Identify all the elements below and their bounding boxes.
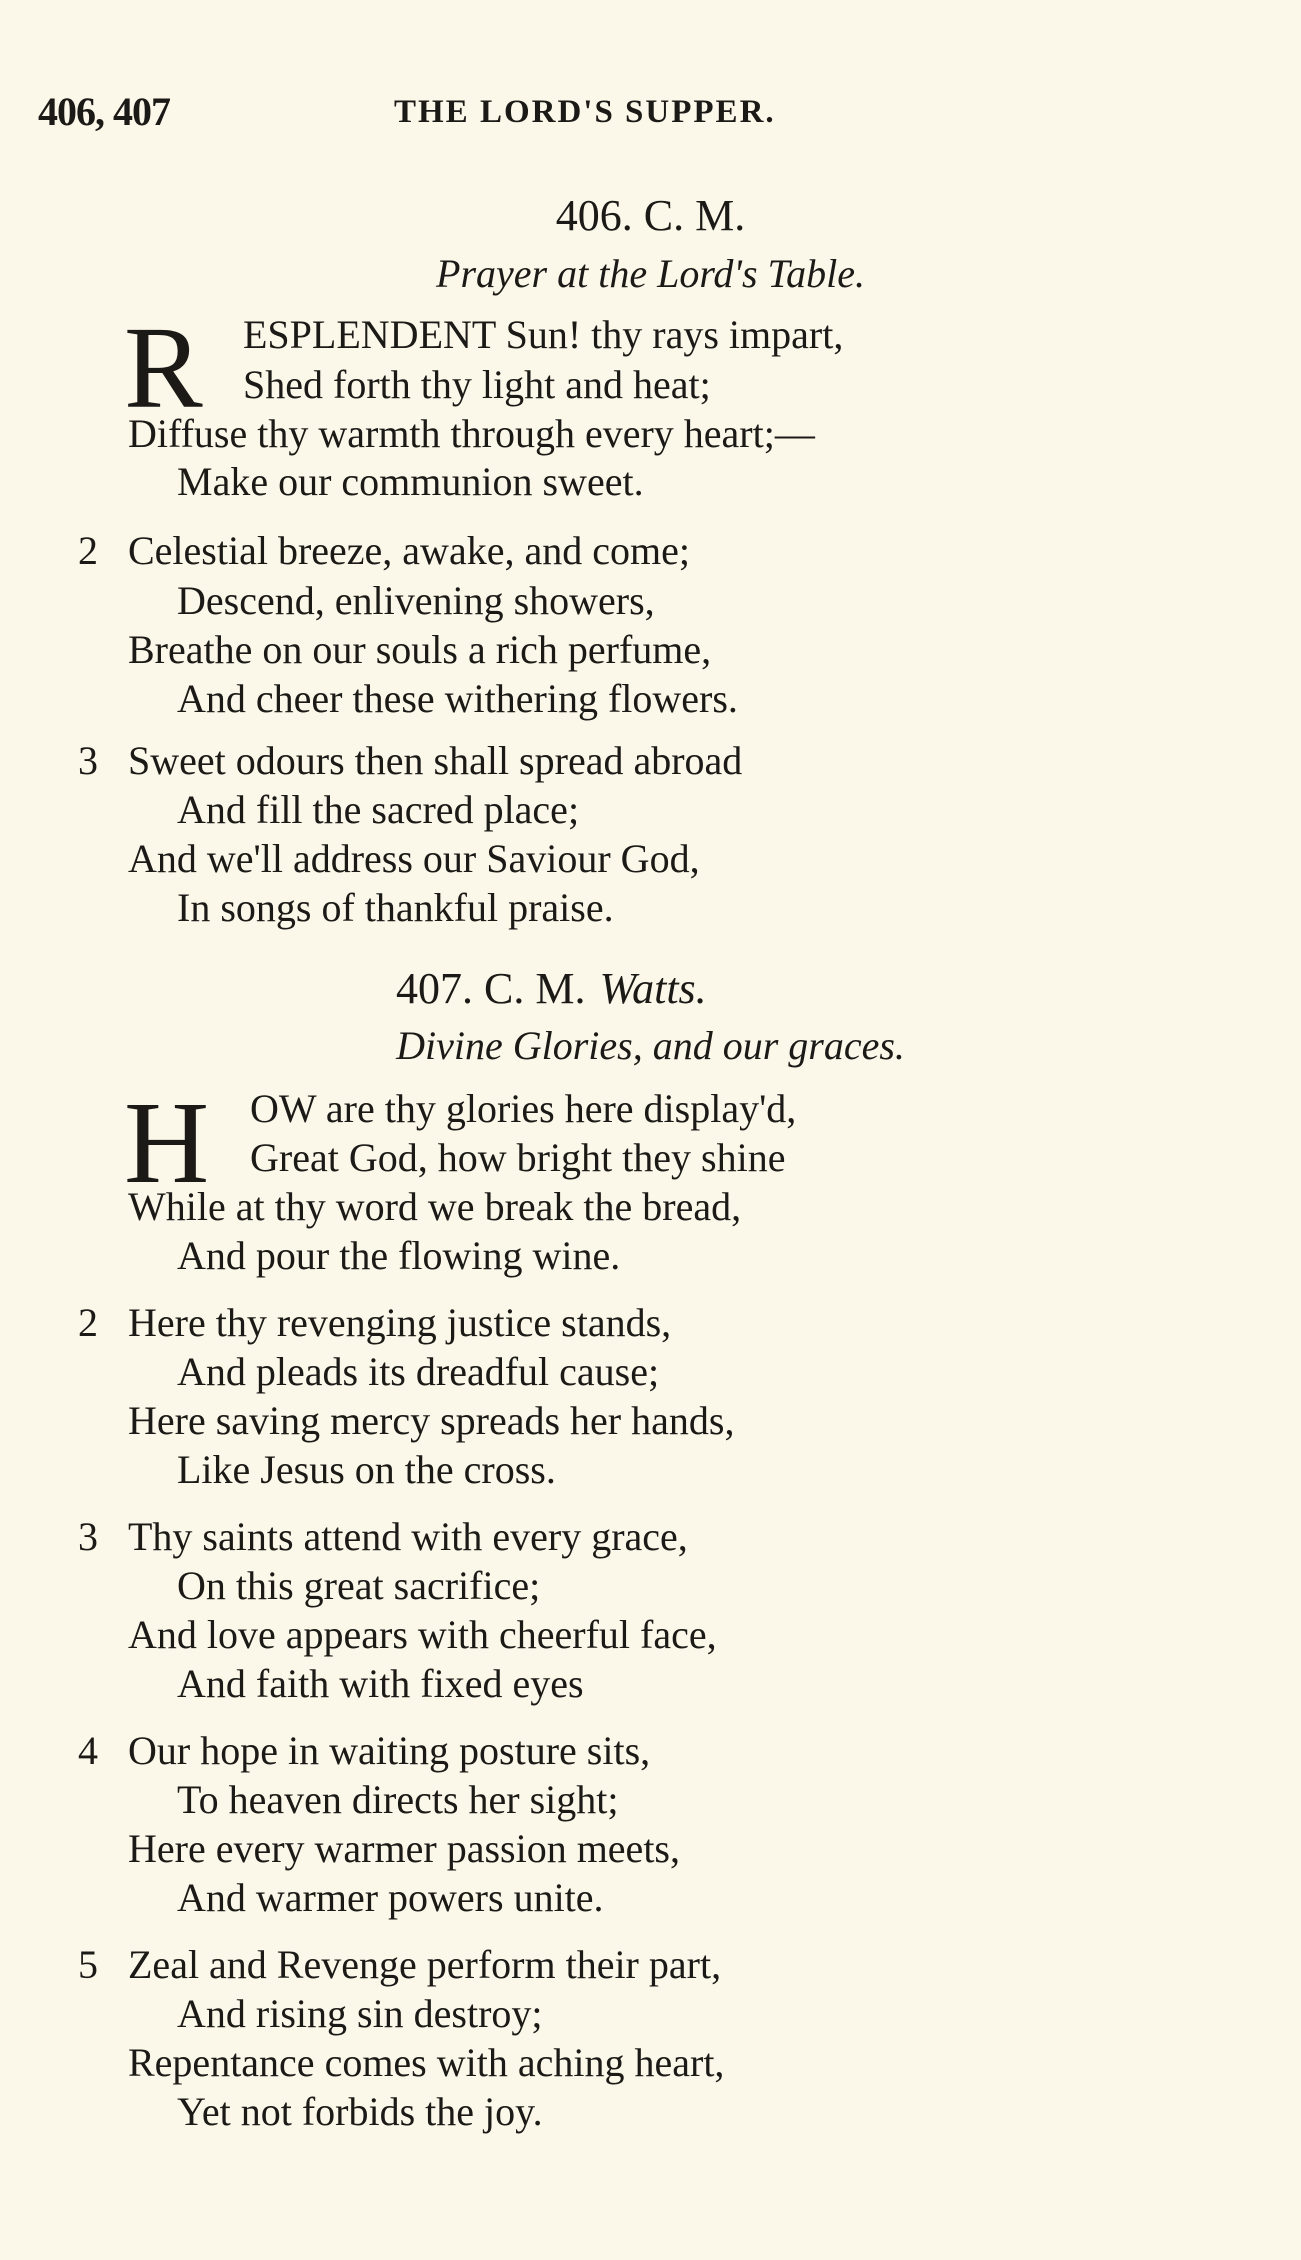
hymn-406-number: 406. C. M. — [555, 191, 746, 240]
stanza-line: Repentance comes with aching heart, — [128, 2040, 725, 2085]
stanza-line: And warmer powers unite. — [177, 1875, 604, 1920]
stanza-line: Yet not forbids the joy. — [177, 2089, 543, 2134]
running-head — [38, 88, 1241, 138]
stanza-line: To heaven directs her sight; — [177, 1777, 619, 1822]
stanza-line: In songs of thankful praise. — [177, 885, 614, 930]
verse-number: 2 — [78, 528, 98, 573]
stanza-line: Here every warmer passion meets, — [128, 1826, 680, 1871]
stanza-line: And faith with fixed eyes — [177, 1661, 584, 1706]
verse-number: 2 — [78, 1300, 98, 1345]
drop-cap-r: R — [124, 302, 203, 433]
stanza-line: And we'll address our Saviour God, — [128, 836, 700, 881]
stanza-line: And rising sin destroy; — [177, 1991, 543, 2036]
page-numbers: 406, 407 — [38, 89, 170, 134]
stanza-line: Here thy revenging justice stands, — [128, 1300, 672, 1345]
stanza-line: Our hope in waiting posture sits, — [128, 1728, 651, 1773]
hymn-407-author: Watts. — [599, 964, 707, 1013]
stanza-line: Descend, enlivening showers, — [177, 578, 655, 623]
stanza-line: On this great sacrifice; — [177, 1563, 541, 1608]
verse-number: 3 — [78, 1514, 98, 1559]
stanza-line: And love appears with cheerful face, — [128, 1612, 717, 1657]
stanza-line: Breathe on our souls a rich perfume, — [128, 627, 712, 672]
stanza-line: Thy saints attend with every grace, — [128, 1514, 688, 1559]
stanza-line: And pleads its dreadful cause; — [177, 1349, 660, 1394]
stanza-line: Diffuse thy warmth through every heart;— — [128, 411, 815, 456]
hymn-407-number: 407. C. M. — [396, 964, 586, 1013]
stanza-line: And pour the flowing wine. — [177, 1233, 621, 1278]
stanza-line: And cheer these withering flowers. — [177, 676, 738, 721]
hymn-406-title: Prayer at the Lord's Table. — [436, 251, 865, 296]
hymn-407-title: Divine Glories, and our graces. — [396, 1023, 905, 1068]
stanza-line: Celestial breeze, awake, and come; — [128, 528, 690, 573]
stanza-line: Great God, how bright they shine — [250, 1135, 786, 1180]
verse-number: 5 — [78, 1942, 98, 1987]
stanza-line: Shed forth thy light and heat; — [243, 362, 711, 407]
stanza-line: Here saving mercy spreads her hands, — [128, 1398, 735, 1443]
stanza-line: Like Jesus on the cross. — [177, 1447, 556, 1492]
stanza-line: While at thy word we break the bread, — [128, 1184, 742, 1229]
verse-number: 4 — [78, 1728, 98, 1773]
stanza-line: Sweet odours then shall spread abroad — [128, 738, 743, 783]
verse-number: 3 — [78, 738, 98, 783]
stanza-line: Make our communion sweet. — [177, 459, 644, 504]
hymn-407-header — [396, 963, 707, 1014]
stanza-line: ESPLENDENT Sun! thy rays impart, — [243, 312, 844, 357]
drop-cap-h: H — [124, 1077, 210, 1208]
stanza-line: And fill the sacred place; — [177, 787, 580, 832]
stanza-line: OW are thy glories here display'd, — [250, 1086, 797, 1131]
stanza-line: Zeal and Revenge perform their part, — [128, 1942, 722, 1987]
running-title: THE LORD'S SUPPER. — [394, 94, 776, 130]
